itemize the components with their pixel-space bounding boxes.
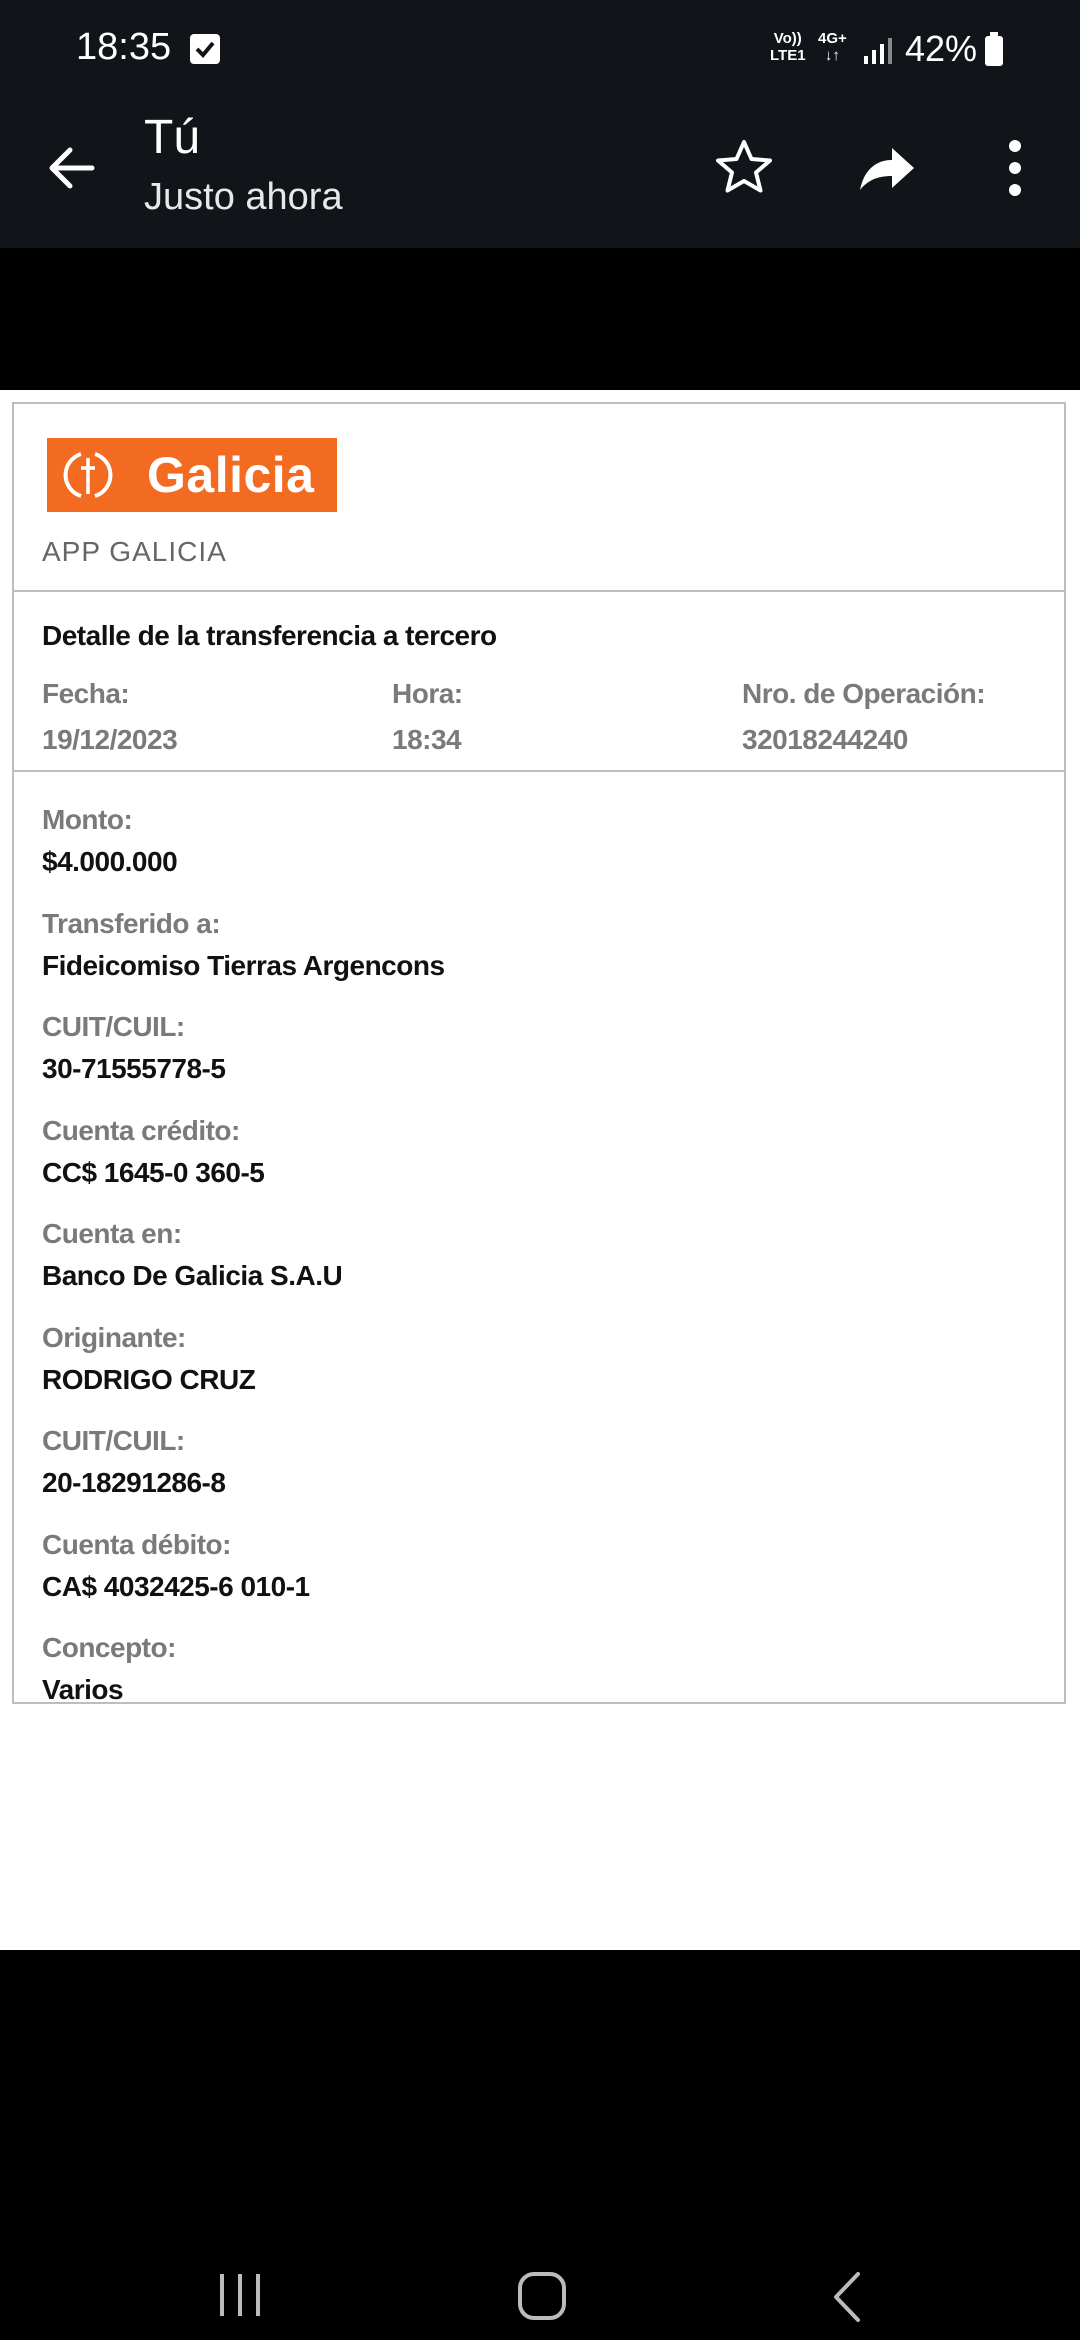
operation-number-column: Nro. de Operación: 32018244240 <box>742 678 986 755</box>
field-originator: Originante: RODRIGO CRUZ <box>42 1321 256 1395</box>
field-originator-cuit: CUIT/CUIL: 20-18291286-8 <box>42 1425 226 1498</box>
transfer-receipt <box>12 402 1066 1704</box>
volte-indicator: Vo)) LTE1 <box>770 30 806 64</box>
battery-icon <box>985 36 1003 66</box>
field-transferred-to: Transferido a: Fideicomiso Tierras Argencons <box>42 907 445 981</box>
network-type-indicator: 4G+ ↓↑ <box>818 30 847 64</box>
field-recipient-cuit: CUIT/CUIL: 30-71555778-5 <box>42 1011 226 1084</box>
attachment-image[interactable] <box>0 390 1080 1950</box>
home-icon[interactable] <box>516 2270 570 2329</box>
system-nav-bar <box>0 2180 1080 2340</box>
field-credit-account: Cuenta crédito: CC$ 1645-0 360-5 <box>42 1114 265 1188</box>
field-concept: Concepto: Varios <box>42 1632 176 1705</box>
field-debit-account: Cuenta débito: CA$ 4032425-6 010-1 <box>42 1528 310 1602</box>
back-arrow-icon[interactable] <box>40 136 104 200</box>
brand-name: Galicia <box>147 447 315 503</box>
nav-back-icon[interactable] <box>828 2270 868 2329</box>
field-bank: Cuenta en: Banco De Galicia S.A.U <box>42 1218 343 1291</box>
app-label: APP GALICIA <box>42 536 227 567</box>
app-bar <box>0 100 1080 248</box>
timestamp-subtitle: Justo ahora <box>144 176 343 218</box>
more-vert-icon[interactable] <box>1000 130 1030 206</box>
recents-icon[interactable] <box>216 2270 266 2325</box>
field-amount: Monto: $4.000.000 <box>42 804 178 877</box>
battery-percent: 42% <box>905 28 978 69</box>
detail-title: Detalle de la transferencia a tercero <box>42 620 497 651</box>
notification-check-icon <box>190 34 220 64</box>
status-bar <box>0 0 1080 100</box>
galicia-cross-icon <box>61 448 115 502</box>
sender-title: Tú <box>144 111 201 164</box>
share-icon[interactable] <box>848 130 924 206</box>
time-column: Hora: 18:34 <box>392 678 463 755</box>
receipt-header <box>14 404 1064 592</box>
signal-icon <box>862 36 894 71</box>
galicia-logo <box>47 438 337 512</box>
detail-header <box>14 590 1064 772</box>
receipt-fields <box>42 804 445 1736</box>
star-icon[interactable] <box>706 130 782 206</box>
status-time: 18:35 <box>76 26 172 68</box>
date-column: Fecha: 19/12/2023 <box>42 678 178 755</box>
